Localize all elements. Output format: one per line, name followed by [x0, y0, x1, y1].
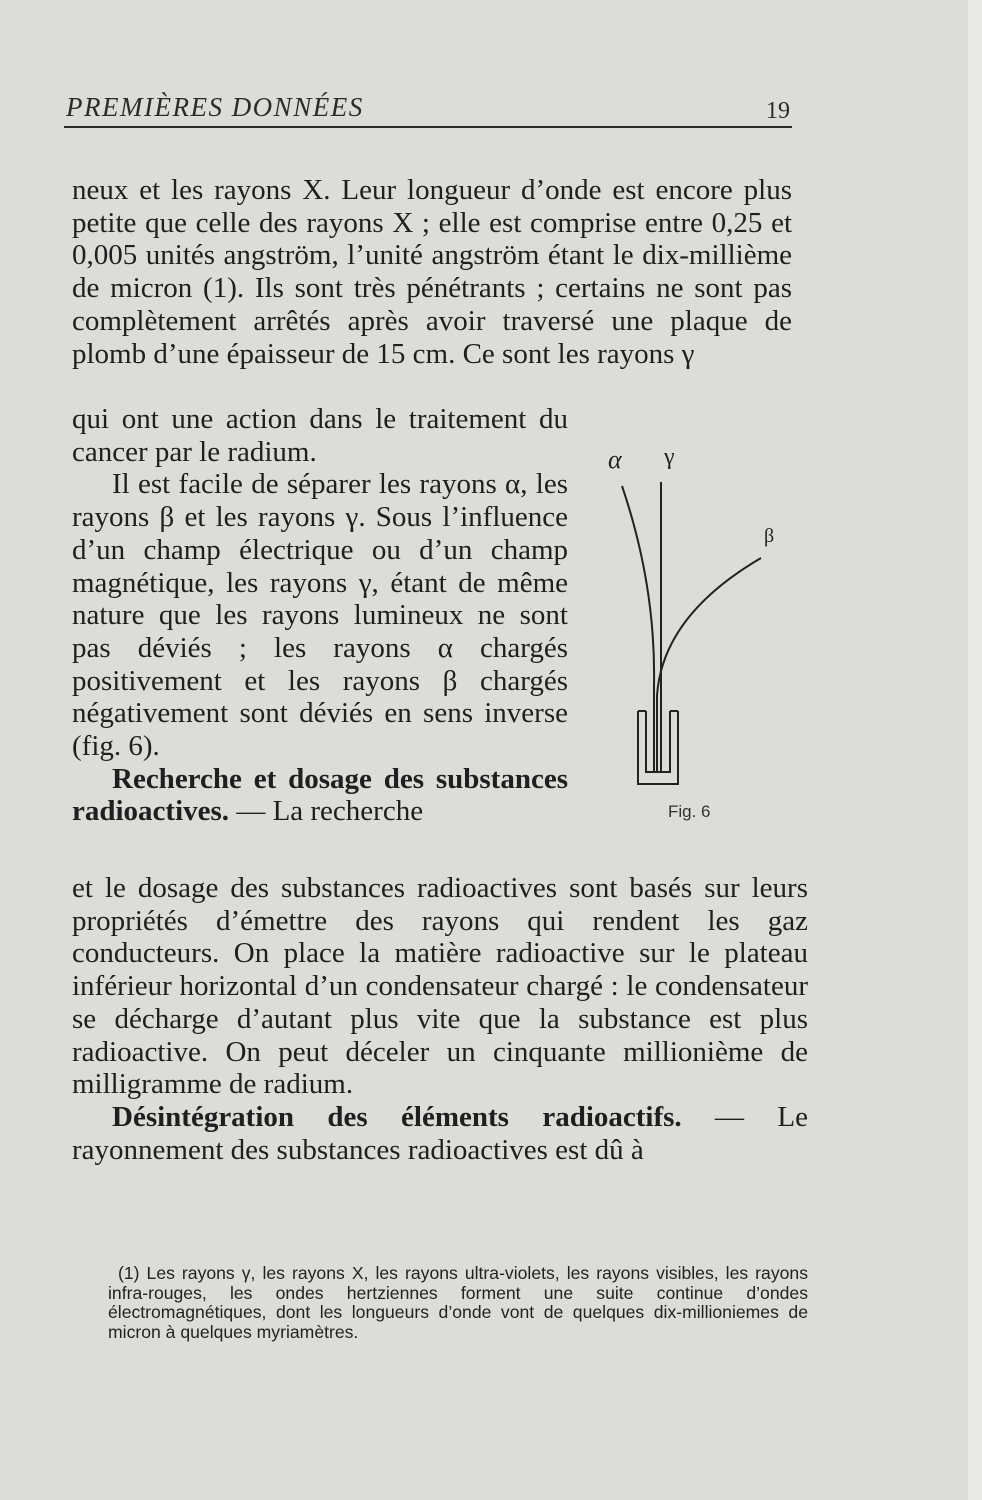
bottom-text-block: [72, 872, 808, 1166]
paragraph-2: Il est facile de séparer les rayons α, les rayons β et les rayons γ. Sous l’influence d’un champ électrique ou d’un champ magnétique, les rayons γ, étant de même nature que les rayons lumineux ne sont pas déviés ; les rayons α chargés positivement et les rayons β chargés négativement sont déviés en sens inverse (fig. 6).: [72, 468, 568, 763]
section-2-paragraph: [72, 1101, 808, 1166]
top-text-block: [72, 174, 792, 370]
section-1-heading-line: [72, 763, 568, 828]
figure-caption: Fig. 6: [668, 802, 711, 821]
running-head: PREMIÈRES DONNÉES: [66, 92, 364, 122]
page-number: 19: [766, 98, 790, 124]
section-2-title: Désintégration des éléments radioactifs.: [112, 1100, 682, 1133]
paragraph-1: neux et les rayons X. Leur longueur d’onde est encore plus petite que celle des rayons X ; elle est comprise entre 0,25 et 0,005 unités angström, l’unité angström étant le dix-millième de micron (1). Ils sont très pénétrants ; certains ne sont pas complètement arrêtés après avoir traversé une plaque de plomb d’une épaisseur de 15 cm. Ce sont les rayons γ: [72, 174, 792, 370]
page-header: [64, 92, 792, 128]
footnote: (1) Les rayons γ, les rayons X, les rayons ultra-violets, les rayons visibles, les rayons infra-rouges, les ondes hertziennes forment une suite continue d’ondes électromagnétiques, dont les longueurs d’onde vont de quelques dix-millioniemes de micron à quelques myriamètres.: [108, 1263, 808, 1343]
section-1-text: et le dosage des substances radioactives sont basés sur leurs propriétés d’émettre des rayons qui rendent les gaz conducteurs. On place la matière radioactive sur le plateau inférieur horizontal d’un condensateur chargé : le condensateur se décharge d’autant plus vite que la substance est plus radioactive. On peut déceler un cinquante millionième de milligramme de radium.: [72, 872, 808, 1101]
left-column-text: [72, 403, 568, 828]
label-gamma: γ: [664, 446, 675, 470]
section-2-text: — Le rayonnement des substances radioactives est dû à: [72, 1100, 808, 1166]
figure-6: [598, 446, 788, 826]
paragraph-1-continued: qui ont une action dans le traitement du cancer par le radium.: [72, 403, 568, 468]
label-alpha: α: [608, 446, 622, 474]
section-1-text-start: — La recherche: [229, 795, 424, 828]
label-beta: β: [764, 525, 775, 547]
section-1-title: Recherche et dosage des substances radioactives.: [72, 762, 568, 828]
page-edge: [968, 0, 982, 1500]
ray-deviation-diagram: [598, 446, 788, 796]
beta-ray-path: [657, 558, 761, 771]
